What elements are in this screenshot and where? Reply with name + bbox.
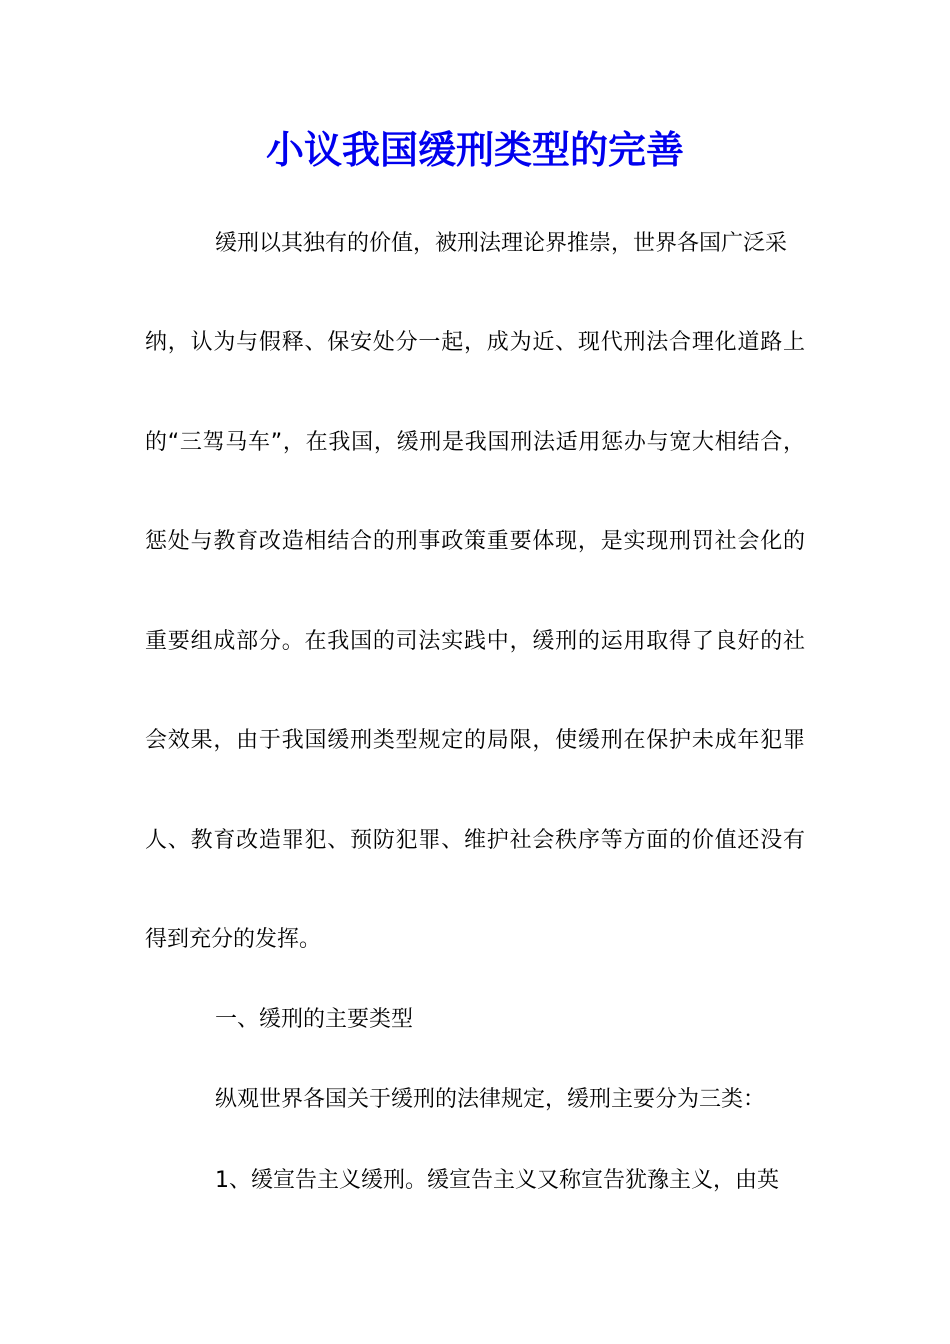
paragraph-line: 得到充分的发挥。 (145, 927, 322, 952)
document-title: 小议我国缓刑类型的完善 (265, 127, 684, 172)
paragraph-line: 惩处与教育改造相结合的刑事政策重要体现，是实现刑罚社会化的 (145, 529, 805, 554)
section-heading: 一、缓刑的主要类型 (215, 1007, 414, 1032)
paragraph-line: 会效果，由于我国缓刑类型规定的局限，使缓刑在保护未成年犯罪 (145, 728, 805, 753)
paragraph-line: 缓刑以其独有的价值，被刑法理论界推崇，世界各国广泛采 (215, 231, 788, 256)
paragraph-line: 重要组成部分。在我国的司法实践中，缓刑的运用取得了良好的社 (145, 629, 805, 654)
paragraph-line: 纳，认为与假释、保安处分一起，成为近、现代刑法合理化道路上 (145, 330, 805, 355)
paragraph-line: 1、缓宣告主义缓刑。缓宣告主义又称宣告犹豫主义，由英 (215, 1168, 779, 1193)
paragraph-line: 的“三驾马车”，在我国，缓刑是我国刑法适用惩办与宽大相结合， (145, 430, 805, 455)
paragraph-line: 纵观世界各国关于缓刑的法律规定，缓刑主要分为三类： (215, 1087, 766, 1112)
paragraph-line: 人、教育改造罪犯、预防犯罪、维护社会秩序等方面的价值还没有 (145, 828, 805, 853)
